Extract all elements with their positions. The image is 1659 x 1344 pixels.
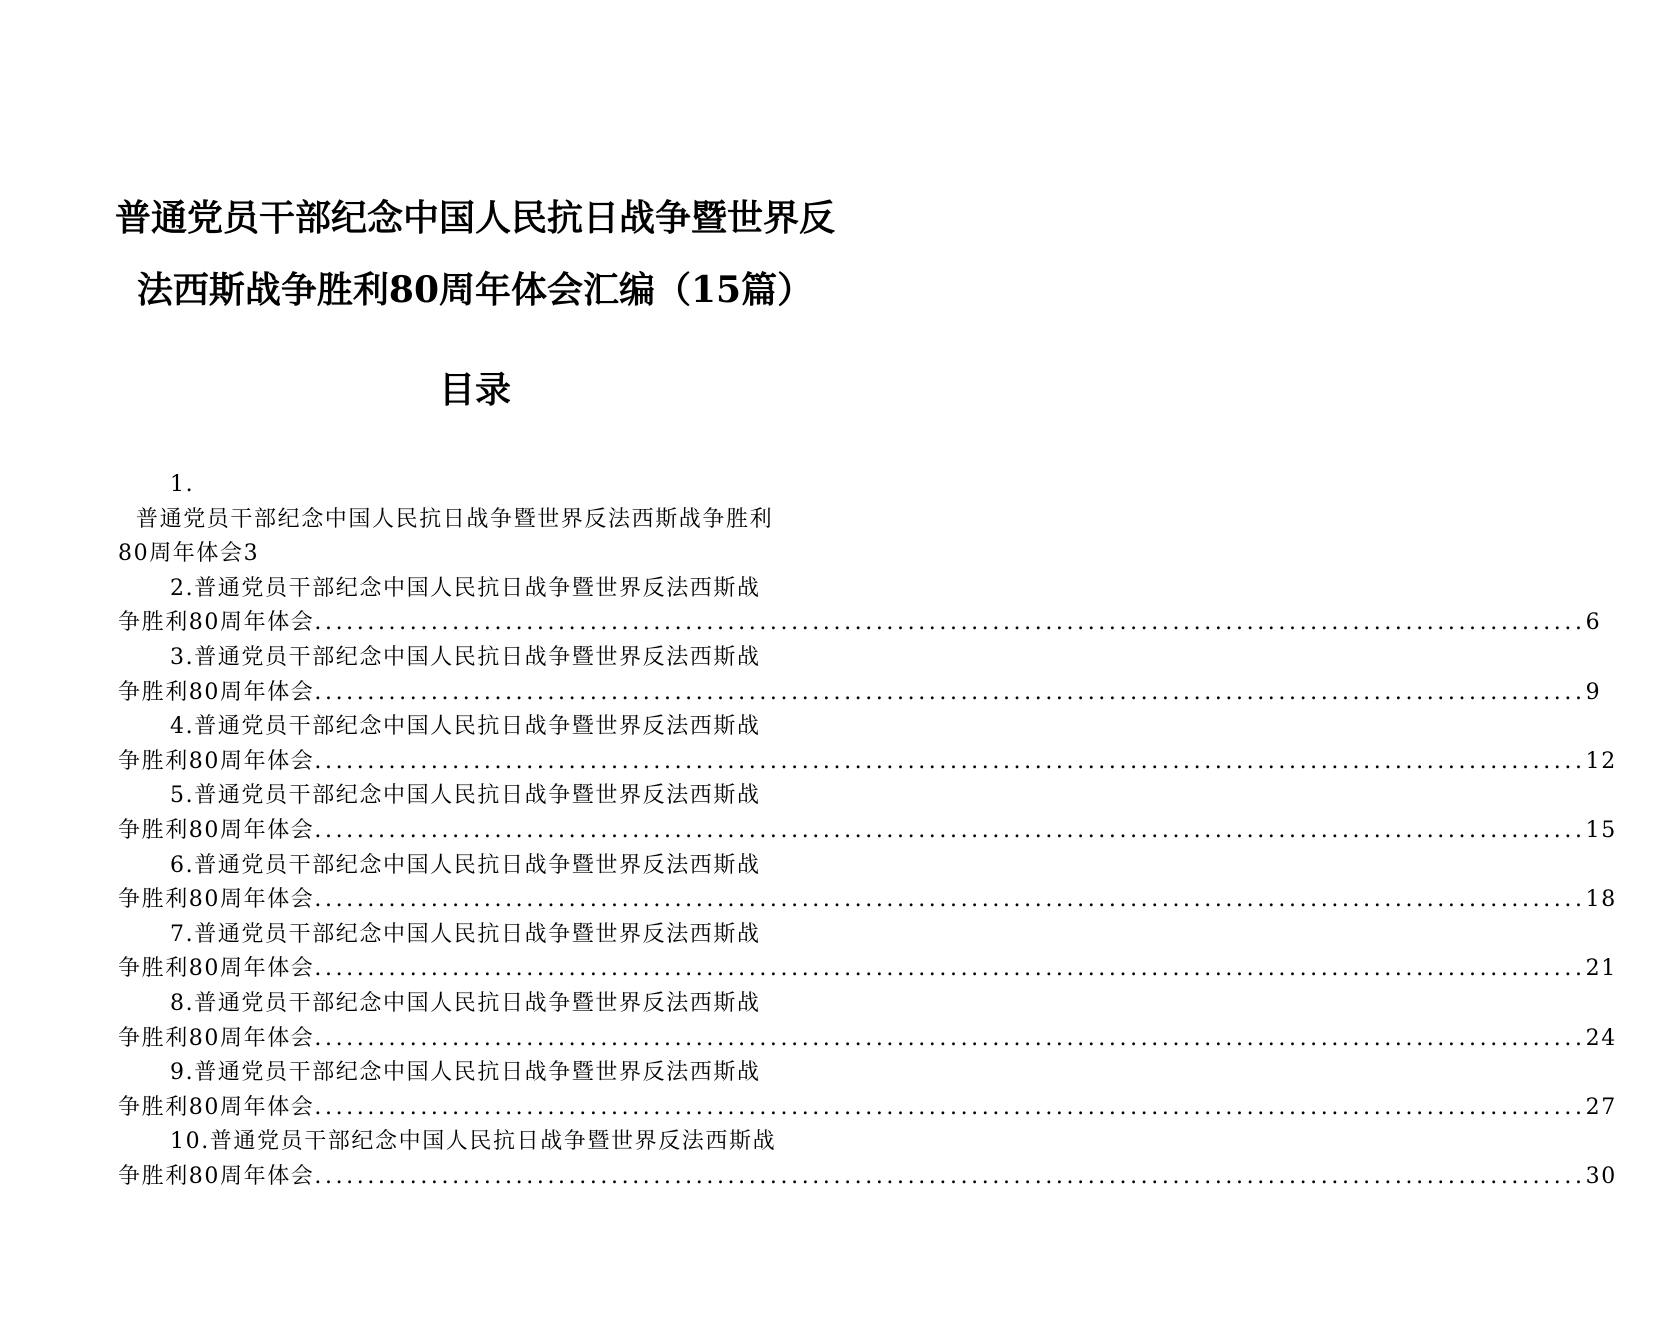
dot-leader: ........................................................................................................................ [314,1025,1586,1051]
toc-entry-leader-line [118,814,1617,849]
document-title-line-2: 法西斯战争胜利80周年体会汇编（15篇） [136,269,814,311]
toc-entry-leader-line [118,1160,1617,1195]
toc-entry-7[interactable] [118,918,1617,987]
toc-entry-title-line: 6.普通党员干部纪念中国人民抗日战争暨世界反法西斯战 [170,852,761,878]
toc-entry-page: 21 [1585,956,1617,982]
toc-entry-leader-line [118,745,1617,780]
toc-entry-page: 18 [1585,887,1617,913]
toc-entry-leader-line [118,676,1602,711]
toc-entry-page: 27 [1585,1094,1617,1120]
toc-entry-leader-line [118,1091,1617,1126]
dot-leader: ........................................................................................................................ [314,1094,1586,1120]
toc-entry-page: 24 [1585,1025,1617,1051]
toc-entry-number: 1. [170,472,195,497]
toc-entry-title-line: 2.普通党员干部纪念中国人民抗日战争暨世界反法西斯战 [170,575,761,601]
toc-entry-title-line-2: 争胜利80周年体会 [118,817,315,843]
toc-entry-page: 30 [1585,1163,1617,1189]
toc-entry-title-line: 7.普通党员干部纪念中国人民抗日战争暨世界反法西斯战 [170,921,761,947]
dot-leader: ........................................................................................................................ [314,956,1586,982]
toc-entry-6[interactable] [118,849,1617,918]
toc-entry-title-line-2: 争胜利80周年体会 [118,610,315,636]
toc-entry-title-line: 普通党员干部纪念中国人民抗日战争暨世界反法西斯战争胜利 [136,506,774,532]
table-of-contents [118,468,1617,1194]
toc-entry-10[interactable] [118,1125,1617,1194]
dot-leader: ........................................................................................................................ [314,887,1586,913]
toc-entry-title-line: 4.普通党员干部纪念中国人民抗日战争暨世界反法西斯战 [170,714,761,740]
toc-entry-leader-line [118,606,1602,641]
toc-entry-title-line: 5.普通党员干部纪念中国人民抗日战争暨世界反法西斯战 [170,783,761,809]
toc-entry-title-line: 10.普通党员干部纪念中国人民抗日战争暨世界反法西斯战 [170,1129,777,1155]
toc-entry-page: 9 [1585,679,1602,705]
toc-entry-title-line-2: 争胜利80周年体会 [118,1163,315,1189]
toc-entry-page: 15 [1585,817,1617,843]
document-title-line-1: 普通党员干部纪念中国人民抗日战争暨世界反 [114,197,835,239]
dot-leader: ........................................................................................................................ [314,817,1586,843]
toc-entry-9[interactable] [118,1056,1617,1125]
toc-entry-leader-line [118,952,1617,987]
toc-entry-title-line: 8.普通党员干部纪念中国人民抗日战争暨世界反法西斯战 [170,990,761,1016]
dot-leader: ........................................................................................................................ [314,748,1586,774]
toc-entry-title-line-2: 争胜利80周年体会 [118,1025,315,1051]
toc-entry-title-line-2: 争胜利80周年体会 [118,1094,315,1120]
toc-entry-title-line: 3.普通党员干部纪念中国人民抗日战争暨世界反法西斯战 [170,644,761,670]
toc-entry-title-line-2: 争胜利80周年体会 [118,956,315,982]
toc-entry-page: 6 [1585,610,1602,636]
toc-entry-4[interactable] [118,710,1617,779]
toc-entry-8[interactable] [118,987,1617,1056]
toc-entry-title-line: 9.普通党员干部纪念中国人民抗日战争暨世界反法西斯战 [170,1060,761,1086]
toc-heading: 目录 [438,369,511,411]
toc-entry-title-line-2: 争胜利80周年体会 [118,748,315,774]
dot-leader: ........................................................................................................................ [314,679,1586,705]
toc-entry-leader-line [118,883,1617,918]
toc-entry-2[interactable] [118,572,1602,641]
toc-entry-title-line-2: 争胜利80周年体会 [118,887,315,913]
toc-entry-title-line-2: 争胜利80周年体会 [118,679,315,705]
toc-entry-1[interactable] [118,468,828,572]
toc-entry-3[interactable] [118,641,1602,710]
toc-entry-page: 12 [1585,748,1617,774]
toc-entry-5[interactable] [118,779,1617,848]
toc-entry-leader-line [118,1022,1617,1057]
toc-entry-title-line-2: 80周年体会3 [118,541,260,567]
dot-leader: ........................................................................................................................ [314,1163,1586,1189]
dot-leader: ........................................................................................................................ [314,610,1586,636]
